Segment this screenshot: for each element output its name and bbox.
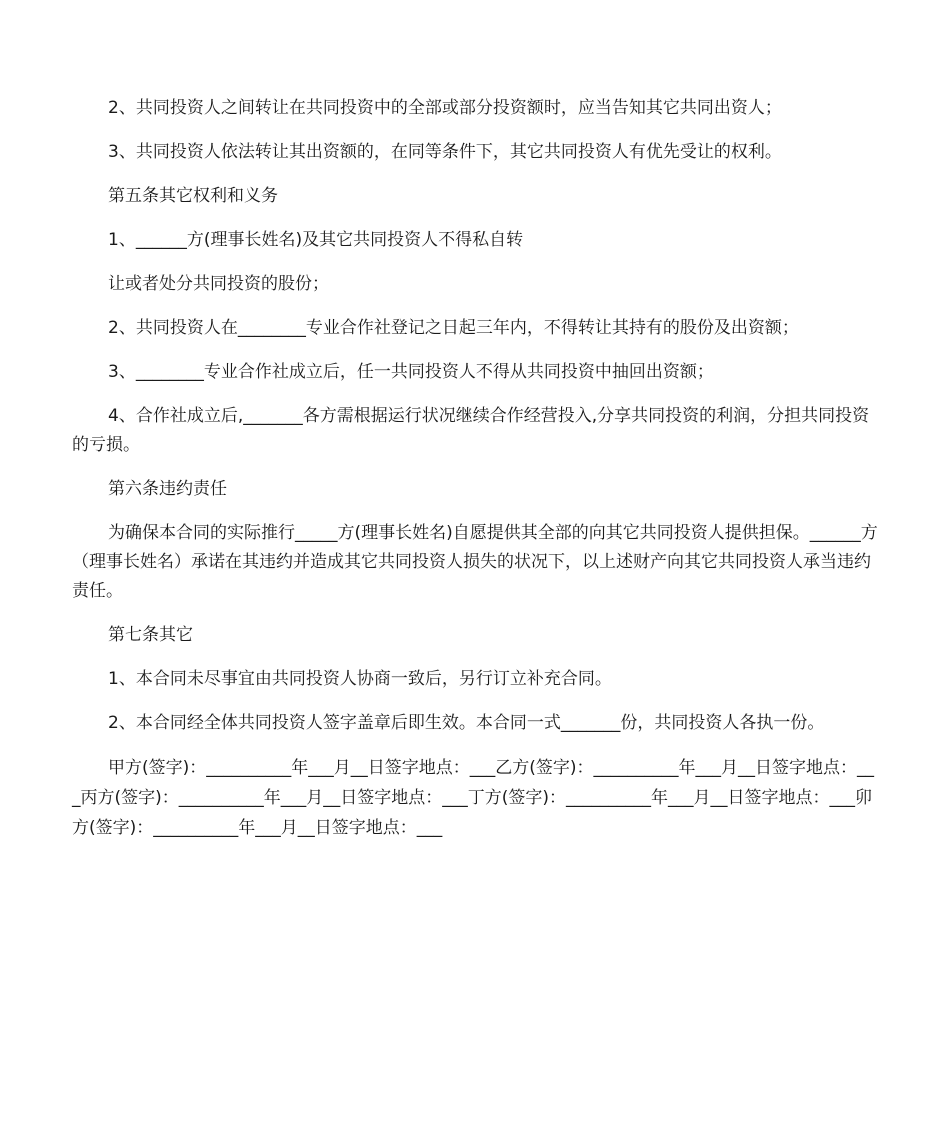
clause-5-item-4: 4、合作社成立后,_______各方需根据运行状况继续合作经营投入,分享共同投资的利润，分担共同投资的亏损。: [72, 406, 870, 455]
section-heading-article-6: 第六条违约责任: [108, 479, 227, 499]
clause-4-item-3: 3、共同投资人依法转让其出资额的，在同等条件下，其它共同投资人有优先受让的权利。: [108, 142, 782, 162]
clause-7-item-2: 2、本合同经全体共同投资人签字盖章后即生效。本合同一式_______份，共同投资人各执一份。: [108, 713, 825, 733]
clause-5-item-3: 3、________专业合作社成立后，任一共同投资人不得从共同投资中抽回出资额；: [108, 362, 714, 382]
section-heading-article-5: 第五条其它权利和义务: [108, 186, 278, 206]
clause-7-item-1: 1、本合同未尽事宜由共同投资人协商一致后，另行订立补充合同。: [108, 669, 612, 689]
section-heading-article-7: 第七条其它: [108, 625, 193, 645]
document-page: [72, 94, 880, 843]
clause-6-body: 为确保本合同的实际推行_____方(理事长姓名)自愿提供其全部的向其它共同投资人提供担保。______方（理事长姓名）承诺在其违约并造成其它共同投资人损失的状况下，以上述财产向其它共同投资人承当违约责任。: [72, 523, 878, 601]
signature-block: 甲方(签字)：__________年___月__日签字地点：___乙方(签字)：__________年___月__日签字地点：___丙方(签字)：__________年___月__日签字地点：___丁方(签字)：__________年___月__日签字地点：___卯方(签字)：__________年___月__日签字地点：___: [72, 758, 875, 838]
clause-4-item-2: 2、共同投资人之间转让在共同投资中的全部或部分投资额时，应当告知其它共同出资人；: [108, 98, 782, 118]
clause-5-item-2: 2、共同投资人在________专业合作社登记之日起三年内，不得转让其持有的股份及出资额；: [108, 318, 799, 338]
clause-5-item-1-continued: 让或者处分共同投资的股份；: [108, 274, 329, 294]
clause-5-item-1: 1、______方(理事长姓名)及其它共同投资人不得私自转: [108, 230, 524, 250]
